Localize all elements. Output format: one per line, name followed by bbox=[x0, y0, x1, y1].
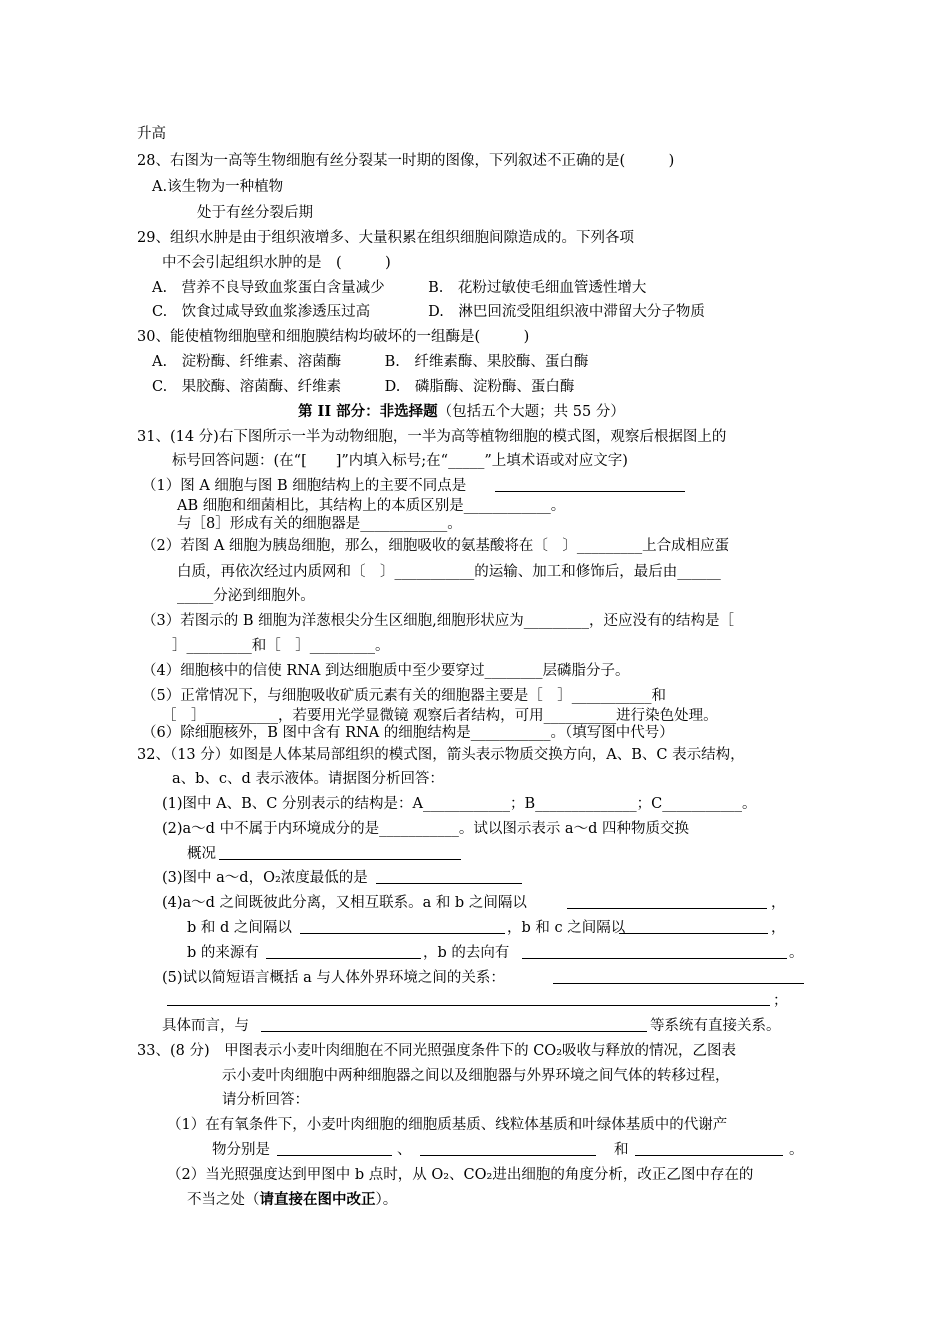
answer-blank[interactable] bbox=[567, 908, 767, 909]
q31-part1-b: AB 细胞和细菌相比，其结构上的本质区别是____________。 bbox=[177, 498, 566, 514]
q33-part2-bold: 请直接在图中改正 bbox=[259, 1191, 376, 1208]
answer-blank[interactable] bbox=[553, 983, 804, 984]
question-33: 33、(8 分) 甲图表示小麦叶肉细胞在不同光照强度条件下的 CO₂吸收与释放的情况，乙图表 bbox=[137, 1043, 736, 1059]
question-31: 31、(14 分)右下图所示一半为动物细胞，一半为高等植物细胞的模式图，观察后根据图上的 bbox=[137, 429, 727, 445]
punct: ， bbox=[771, 895, 786, 911]
answer-blank[interactable] bbox=[420, 1155, 596, 1156]
question-28: 28、右图为一高等生物细胞有丝分裂某一时期的图像，下列叙述不正确的是( ) bbox=[137, 153, 675, 169]
q33-part1-and: 和 bbox=[614, 1142, 629, 1158]
q32-part5-c2: 等系统有直接关系。 bbox=[650, 1018, 781, 1034]
question-30: 30、能使植物细胞壁和细胞膜结构均破坏的一组酶是( ) bbox=[137, 329, 530, 345]
q32-part4-b2: ，b 和 c 之间隔以 bbox=[507, 920, 626, 936]
punct: 。 bbox=[789, 1142, 804, 1158]
question-32-cont: a、b、c、d 表示液体。请据图分析回答： bbox=[172, 771, 444, 787]
punct: ； bbox=[773, 993, 788, 1009]
q32-part4: (4)a～d 之间既彼此分离，又相互联系。a 和 b 之间隔以 bbox=[162, 895, 527, 911]
q33-part2-pre: 不当之处（ bbox=[187, 1192, 260, 1208]
q32-part3: (3)图中 a～d，O₂浓度最低的是 bbox=[162, 870, 368, 886]
q32-part1: (1)图中 A、B、C 分别表示的结构是：A____________；B______________；C___________。 bbox=[162, 796, 757, 812]
options-29-row2: C. 饮食过咸导致血浆渗透压过高 D. 淋巴回流受阻组织液中滞留大分子物质 bbox=[152, 304, 705, 320]
q32-part2-b: 概况 bbox=[187, 846, 216, 862]
q32-part4-b: b 和 d 之间隔以 bbox=[187, 920, 292, 936]
q33-part2: （2）当光照强度达到甲图中 b 点时，从 O₂、CO₂进出细胞的角度分析，改正乙图中存在的 bbox=[167, 1167, 754, 1183]
text-line: 升高 bbox=[137, 126, 166, 142]
options-30-row2: C. 果胶酶、溶菌酶、纤维素 D. 磷脂酶、淀粉酶、蛋白酶 bbox=[152, 379, 575, 395]
answer-blank[interactable] bbox=[635, 1155, 783, 1156]
q31-part5-b: ［ ］__________，若要用光学显微镜 观察后者结构，可用__________进行染色处理。 bbox=[162, 708, 718, 724]
q33-part2-b bbox=[187, 1190, 397, 1210]
question-29-cont: 中不会引起组织水肿的是 ( ) bbox=[162, 255, 391, 271]
question-31-cont: 标号回答问题：(在“[ ]”内填入标号;在“_____”上填术语或对应文字) bbox=[172, 453, 628, 469]
answer-blank[interactable] bbox=[300, 933, 505, 934]
answer-blank[interactable] bbox=[167, 1005, 770, 1006]
q31-part1-c: 与［8］形成有关的细胞器是____________。 bbox=[177, 516, 462, 532]
answer-blank[interactable] bbox=[522, 958, 787, 959]
section-heading-bold: 第 II 部分：非选择题 bbox=[298, 403, 438, 420]
q32-part2: (2)a～d 中不属于内环境成分的是___________。试以图示表示 a～d 四种物质交换 bbox=[162, 821, 689, 837]
q32-part4-c2: ，b 的去向有 bbox=[423, 945, 510, 961]
answer-blank[interactable] bbox=[261, 1031, 647, 1032]
q31-part2: （2）若图 A 细胞为胰岛细胞，那么，细胞吸收的氨基酸将在〔 〕_________上合成相应蛋 bbox=[142, 538, 730, 554]
option-28b: 处于有丝分裂后期 bbox=[197, 205, 313, 221]
punct: ， bbox=[771, 920, 786, 936]
answer-blank[interactable] bbox=[277, 1155, 392, 1156]
answer-blank[interactable] bbox=[266, 958, 421, 959]
q31-part3: （3）若图示的 B 细胞为洋葱根尖分生区细胞,细胞形状应为_________，还应没有的结构是［ bbox=[142, 613, 734, 629]
q31-part4: （4）细胞核中的信使 RNA 到达细胞质中至少要穿过________层磷脂分子。 bbox=[142, 663, 630, 679]
q31-part1: （1）图 A 细胞与图 B 细胞结构上的主要不同点是 bbox=[142, 478, 467, 494]
question-33-cont: 示小麦叶肉细胞中两种细胞器之间以及细胞器与外界环境之间气体的转移过程， bbox=[222, 1068, 730, 1084]
punct: 。 bbox=[789, 945, 804, 961]
answer-blank[interactable] bbox=[219, 859, 461, 860]
q32-part4-c: b 的来源有 bbox=[187, 945, 259, 961]
answer-blank[interactable] bbox=[495, 491, 685, 492]
section-heading bbox=[298, 402, 625, 422]
options-29-row1: A. 营养不良导致血浆蛋白含量减少 B. 花粉过敏使毛细血管透性增大 bbox=[152, 280, 647, 296]
option-28a: A.该生物为一种植物 bbox=[152, 179, 284, 195]
question-32: 32、（13 分）如图是人体某局部组织的模式图，箭头表示物质交换方向，A、B、C 表示结构， bbox=[137, 747, 745, 763]
q31-part2-c: _____分泌到细胞外。 bbox=[177, 588, 315, 604]
question-29: 29、组织水肿是由于组织液增多、大量积累在组织细胞间隙造成的。下列各项 bbox=[137, 230, 634, 246]
answer-blank[interactable] bbox=[376, 883, 522, 884]
punct: 、 bbox=[397, 1142, 412, 1158]
section-heading-note: （包括五个大题；共 55 分） bbox=[437, 404, 625, 420]
q32-part5: (5)试以简短语言概括 a 与人体外界环境之间的关系： bbox=[162, 970, 505, 986]
q31-part5: （5）正常情况下，与细胞吸收矿质元素有关的细胞器主要是［ ］___________和 bbox=[142, 688, 666, 704]
q31-part6: （6）除细胞核外，B 图中含有 RNA 的细胞结构是___________。（填写图中代号） bbox=[142, 725, 674, 741]
q33-part1-b: 物分别是 bbox=[212, 1142, 270, 1158]
q31-part2-b: 白质，再依次经过内质网和〔 〕___________的运输、加工和修饰后，最后由______ bbox=[177, 564, 721, 580]
answer-blank[interactable] bbox=[619, 933, 768, 934]
q31-part3-b: ］_________和［ ］_________。 bbox=[172, 638, 390, 654]
q33-part1: （1）在有氧条件下，小麦叶肉细胞的细胞质基质、线粒体基质和叶绿体基质中的代谢产 bbox=[167, 1117, 728, 1133]
options-30-row1: A. 淀粉酶、纤维素、溶菌酶 B. 纤维素酶、果胶酶、蛋白酶 bbox=[152, 354, 589, 370]
q33-part2-post: ）。 bbox=[375, 1192, 398, 1208]
q32-part5-c: 具体而言，与 bbox=[162, 1018, 249, 1034]
question-33-cont2: 请分析回答： bbox=[222, 1092, 309, 1108]
